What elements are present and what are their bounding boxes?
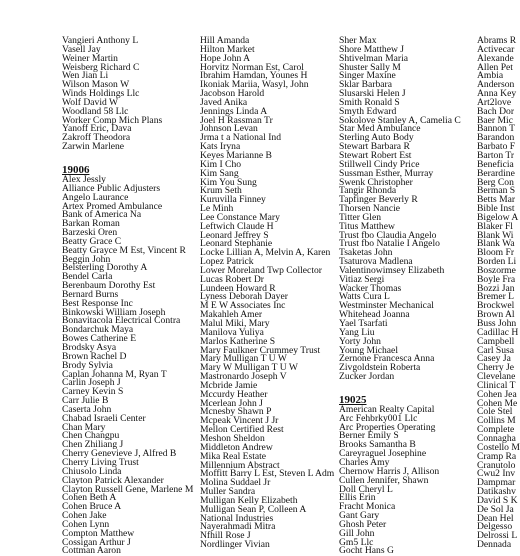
list-entry: Jennings Linda A [200, 105, 268, 117]
list-entry: Chen Zhiliang J [62, 439, 124, 451]
list-entry: Ellis Erin [339, 492, 376, 504]
list-entry: Berner Emily S [339, 430, 399, 442]
list-entry: Baer Mic [477, 114, 513, 126]
list-entry: Keyes Marianne B [200, 149, 272, 161]
list-entry: Shtivelman Maria [339, 52, 409, 64]
list-entry: Weiner Martin [62, 52, 118, 64]
list-entry: Vangieri Anthony L [62, 35, 139, 46]
list-entry: Bach Dor [477, 105, 515, 117]
list-entry: Careyraguel Josephine [339, 448, 427, 460]
list-entry: Cossigan Arthur J [62, 536, 131, 548]
list-entry: Leonard Jeffrey S [200, 229, 269, 241]
list-entry: Mccurdy Heather [200, 388, 268, 400]
list-entry: Hilton Market [200, 43, 255, 55]
list-entry: Delgesso [477, 521, 513, 533]
list-entry: Mulligan Kelly Elizabeth [200, 494, 298, 506]
list-entry: Nordlinger Vivian [200, 539, 270, 551]
list-entry: Arc Fehbrky001 Llc [339, 412, 418, 424]
list-entry: Mellon Certified Rest [200, 424, 284, 436]
list-entry: Ghosh Peter [339, 518, 387, 530]
list-entry: Trust fbo Natalie I Angelo [339, 238, 440, 250]
list-entry: Mastronardo Joseph V [200, 371, 287, 383]
list-entry: Blank Wa [477, 238, 515, 250]
list-entry: Cranutolo [477, 459, 516, 471]
list-entry: Bloom Fr [477, 247, 515, 259]
list-entry: Mcbride Jamie [200, 379, 258, 391]
list-entry: Berardine [477, 167, 515, 179]
list-entry: Tsaturova Madlena [339, 256, 413, 268]
list-entry: Cohen Jake [62, 510, 107, 522]
list-entry: Beneficia [477, 158, 514, 170]
list-entry: Belsterling Dorothy A [62, 262, 148, 274]
list-entry: Abrams R [477, 35, 517, 46]
list-entry: Manilova Yuliya [200, 326, 264, 338]
list-entry: Lower Moreland Twp Collector [200, 264, 322, 276]
list-entry: Shore Matthew J [339, 43, 405, 55]
list-entry: Le Minh [200, 203, 234, 215]
list-entry: Lucas Robert Dr [200, 273, 264, 285]
list-entry: Muller Sandra [200, 486, 256, 498]
list-entry: Mary Mulligan T U W [200, 353, 287, 365]
list-entry: Brodsky Asya [62, 342, 117, 353]
list-entry: Weisberg Richard C [62, 61, 140, 73]
list-entry: Clinical T [477, 379, 516, 391]
list-entry: Cottman Aaron [62, 545, 121, 556]
list-entry: Berenbaum Dorothy Est [62, 280, 156, 292]
list-entry: Hope John A [200, 52, 251, 64]
list-entry: American Realty Capital [339, 403, 435, 415]
list-entry: Bernard Burns [62, 288, 119, 300]
list-entry: Lundeen Howard R [200, 282, 276, 294]
list-entry: De Sol Ja [477, 503, 514, 515]
list-entry: Chabad Israeli Center [62, 412, 146, 424]
list-entry: Mcpeak Vincent J Jr [200, 415, 279, 427]
list-entry: Chen Changpu [62, 430, 120, 442]
list-entry: Stillwell Cindy Price [339, 158, 420, 170]
list-entry: Datikashv [477, 486, 516, 498]
list-entry: Buss John [477, 318, 517, 329]
list-entry: Campbell [477, 335, 515, 347]
list-entry: Zarwin Marlene [62, 141, 125, 153]
list-entry: Sussman Esther, Murray [339, 167, 434, 179]
list-entry: Art2love [477, 96, 512, 108]
list-entry: Trust fbo Claudia Angelo [339, 229, 437, 241]
list-entry: Woodland 58 Llc [62, 105, 129, 117]
list-entry: Angelo Laurance [62, 191, 129, 203]
list-entry: Binkowski William Joseph [62, 306, 166, 318]
list-entry: Best Response Inc [62, 297, 133, 309]
list-entry: Bonavitacola Electrical Contra [62, 315, 181, 327]
list-entry: Bremer L [477, 291, 515, 303]
list-entry: Joel H Rassman Tr [200, 114, 273, 126]
list-entry: Bozzi Jan [477, 282, 515, 294]
column-2 [200, 37, 334, 550]
list-entry: Yanoff Eric, Dava [62, 123, 132, 135]
list-entry: Kim Sang [200, 167, 239, 179]
list-entry: Artex Promed Ambulance [62, 200, 163, 212]
list-entry: Zakroff Theodora [62, 132, 131, 144]
list-entry: Vasell Jay [62, 43, 101, 55]
list-entry: Watts Cura L [339, 291, 390, 303]
list-entry: Bank of America Na [62, 209, 142, 221]
list-entry: Singer Maxine [339, 70, 396, 82]
list-entry: Titter Glen [339, 211, 382, 223]
list-entry: Wacker Thomas [339, 282, 402, 294]
list-entry: Gill John [339, 527, 375, 539]
list-entry: Cohen Me [477, 397, 518, 409]
list-entry: Caserta John [62, 403, 112, 415]
list-entry: Worker Comp Mich Plans [62, 114, 163, 126]
list-entry: Cherry Je [477, 362, 515, 374]
list-entry: Cohen Beth A [62, 492, 117, 504]
list-entry: Cadillac H [477, 326, 519, 338]
list-entry: Bannon T [477, 123, 515, 135]
list-entry: Brooks Samantha B [339, 439, 416, 451]
list-entry: Alex Jessly [62, 173, 106, 185]
list-entry: Jrma t a National Ind [200, 132, 281, 144]
list-entry: Dampmar [477, 477, 516, 489]
list-entry: Beatty Grace C [62, 235, 122, 247]
list-entry: Nfhill Rose J [200, 530, 251, 542]
list-entry: Boyle Fra [477, 273, 516, 285]
list-entry: Titus Matthew [339, 220, 395, 232]
list-entry: Charles Amy [339, 456, 390, 468]
zip-code-heading: 19006 [62, 163, 90, 176]
list-entry: Chan Mary [62, 421, 106, 433]
list-entry: Brown Al [477, 309, 515, 321]
list-entry: Hill Amanda [200, 35, 250, 46]
list-entry: Betts Mar [477, 194, 516, 206]
list-entry: Bible Inst [477, 203, 515, 215]
list-entry: Zernone Francesca Anna [339, 353, 435, 365]
list-entry: Allen Pet [477, 61, 513, 73]
list-entry: Bigelow A [477, 211, 519, 223]
list-entry: Wolf David W [62, 96, 119, 108]
list-entry: David S K [477, 494, 518, 506]
list-entry: Johnson Levan [200, 123, 258, 135]
list-entry: Mcerlean John J [200, 397, 263, 409]
list-entry: Yorty John [339, 335, 381, 347]
list-entry: Yael Tsarfati [339, 318, 388, 329]
list-entry: Kim You Sung [200, 176, 257, 188]
list-entry: Ibrahim Hamdan, Younes H [200, 70, 308, 82]
list-entry: Valentinowimsey Elizabeth [339, 264, 445, 276]
list-entry: Swenk Christopher [339, 176, 413, 188]
list-entry: Cramp Ra [477, 450, 517, 462]
list-entry: Molina Suddael Jr [200, 477, 271, 489]
list-entry: Gant Gary [339, 510, 380, 522]
list-entry: Berg Con [477, 176, 514, 188]
list-entry: Cohen Lynn [62, 518, 110, 530]
list-entry: Barandon [477, 132, 515, 144]
list-entry: Sterling Auto Body [339, 132, 414, 144]
list-entry: Cohen Bruce A [62, 501, 122, 513]
list-entry: Doll Cheryl L [339, 483, 393, 495]
list-entry: Alexande [477, 52, 514, 64]
list-entry: Chernow Harris J, Allison [339, 465, 440, 477]
list-entry: Activecar [477, 43, 515, 55]
list-entry: Middleton Andrew [200, 441, 273, 453]
list-entry: Tangir Rhonda [339, 185, 397, 197]
list-entry: Nayerahmadi Mitra [200, 521, 276, 533]
list-entry: Whitehead Joanna [339, 309, 410, 321]
column-3 [339, 37, 461, 556]
list-entry: Carney Kevin S [62, 386, 124, 398]
list-entry: Complete [477, 424, 515, 436]
list-entry: Jacobson Harold [200, 88, 265, 100]
list-entry: Gocht Hans G [339, 545, 394, 556]
list-entry: Slusarski Helen J [339, 88, 406, 100]
list-entry: Collins M [477, 415, 516, 427]
list-entry: Ikoniak Mariia, Wasyl, John [200, 79, 309, 91]
list-entry: Dean Hel [477, 512, 514, 524]
list-entry: Costello M [477, 441, 520, 453]
list-entry: Mulligan Sean P, Colleen A [200, 503, 307, 515]
list-entry: Shuster Sally M [339, 61, 401, 73]
list-entry: Clevelane [477, 371, 516, 383]
list-entry: Compton Matthew [62, 527, 135, 539]
list-entry: Meshon Sheldon [200, 432, 265, 444]
list-entry: Horvitz Norman Est, Carol [200, 61, 304, 73]
list-entry: Javed Anika [200, 96, 248, 108]
list-entry: Krum Seth [200, 185, 242, 197]
list-entry: Locke Lillian A, Melvin A, Karen [200, 247, 331, 259]
list-entry: Kuruvilla Finney [200, 194, 266, 206]
list-entry: Mika Real Estate [200, 450, 267, 462]
list-entry: Borden Li [477, 256, 517, 268]
list-entry: Smyth Edward [339, 105, 397, 117]
list-entry: Yang Liu [339, 326, 375, 338]
list-entry: Barbato F [477, 141, 516, 153]
list-entry: Lyness Deborah Dayer [200, 291, 288, 303]
list-entry: Blank Wi [477, 229, 514, 241]
list-entry: Fracht Monica [339, 501, 396, 513]
list-entry: Cohen Jea [477, 388, 517, 400]
list-entry: National Industries [200, 512, 274, 524]
list-entry: Smith Ronald S [339, 96, 400, 108]
list-entry: Thorsen Nancie [339, 203, 401, 215]
list-entry: Carlin Joseph J [62, 377, 121, 389]
list-entry: Chiusolo Linda [62, 465, 122, 477]
list-entry: Brockwel [477, 300, 515, 312]
list-entry: Sher Max [339, 35, 377, 46]
list-entry: Mary W Mulligan T U W [200, 362, 298, 374]
list-entry: Young Michael [339, 344, 398, 356]
list-entry: Anderson [477, 79, 515, 91]
list-entry: Star Med Ambulance [339, 123, 421, 135]
list-entry: Moffitt Barry L Est, Steven L Adm [200, 468, 335, 480]
list-entry: Kim I Cho [200, 158, 242, 170]
list-entry: Zivgoldstein Roberta [339, 362, 421, 374]
list-entry: Leftwich Claude H [200, 220, 274, 232]
list-entry: Caplan Johanna M, Ryan T [62, 368, 167, 380]
list-entry: Bowes Catherine E [62, 333, 137, 345]
list-entry: Millennium Abstract [200, 459, 280, 471]
list-entry: M E W Associates Inc [200, 300, 286, 312]
list-entry: Cherry Living Trust [62, 456, 139, 468]
list-entry: Cullen Jennifer, Shawn [339, 474, 429, 486]
list-entry: Cherry Genevieve J, Alfred B [62, 448, 177, 460]
list-entry: Sklar Barbara [339, 79, 393, 91]
list-entry: Dennada [477, 539, 512, 551]
list-entry: Malul Miki, Mary [200, 318, 270, 329]
list-entry: Leonard Stephanie [200, 238, 273, 250]
list-entry: Bendel Carla [62, 271, 113, 283]
list-entry: Makahleh Amer [200, 309, 263, 321]
column-1 [62, 37, 193, 556]
list-entry: Stewart Barbara R [339, 141, 410, 153]
list-entry: Mary Faulkner Crummey Trust [200, 344, 321, 356]
list-entry: Brody Sylvia [62, 359, 113, 371]
zip-code-heading: 19025 [339, 393, 367, 406]
list-entry: Sokolove Stanley A, Camelia C [339, 114, 461, 126]
list-entry: Barton Tr [477, 149, 515, 161]
list-entry: Clayton Russell Gene, Marlene M [62, 483, 194, 495]
list-entry: Ambia [477, 70, 504, 82]
list-entry: Zucker Jordan [339, 371, 395, 383]
list-entry: Barzeski Oren [62, 227, 118, 239]
list-entry: Clayton Patrick Alexander [62, 474, 164, 486]
list-entry: Cwu2 Inv [477, 468, 516, 480]
list-entry: Berman S [477, 185, 516, 197]
list-entry: Carl Susa [477, 344, 515, 356]
list-entry: Lee Constance Mary [200, 211, 280, 223]
list-entry: Bondarchuk Maya [62, 324, 134, 336]
list-entry: Beatty Grayce M Est, Vincent R [62, 244, 186, 256]
list-entry: Westminster Mechanical [339, 300, 434, 312]
list-entry: Wen Jian Li [62, 70, 109, 82]
list-entry: Wilson Mason W [62, 79, 130, 91]
list-entry: Vitiaz Sergi [339, 273, 385, 285]
list-entry: Carr Julie B [62, 395, 109, 407]
column-4 [477, 37, 520, 550]
list-entry: Gm5 Llc [339, 536, 374, 548]
list-entry: Anna Key [477, 88, 517, 100]
list-entry: Mcnesby Shawn P [200, 406, 272, 418]
list-entry: Kats Iryna [200, 141, 241, 153]
list-entry: Barkan Roman [62, 218, 120, 230]
list-entry: Arc Properties Operating [339, 421, 436, 433]
list-entry: Brown Rachel D [62, 350, 127, 362]
list-entry: Boszorme [477, 264, 516, 276]
list-entry: Lopez Patrick [200, 256, 254, 268]
list-entry: Marlos Katherine S [200, 335, 276, 347]
list-entry: Casey Ja [477, 353, 511, 365]
list-entry: Delrossi L [477, 530, 518, 542]
list-entry: Tapfinger Beverly R [339, 194, 418, 206]
list-entry: Tsaketas John [339, 247, 393, 259]
list-entry: Stewart Robert Est [339, 149, 412, 161]
list-entry: Winds Holdings Llc [62, 88, 140, 100]
list-entry: Cole Stel [477, 406, 513, 418]
list-entry: Beggin John [62, 253, 111, 265]
list-entry: Connagha [477, 432, 516, 444]
list-entry: Blaker Fl [477, 220, 513, 232]
list-entry: Alliance Public Adjusters [62, 182, 161, 194]
